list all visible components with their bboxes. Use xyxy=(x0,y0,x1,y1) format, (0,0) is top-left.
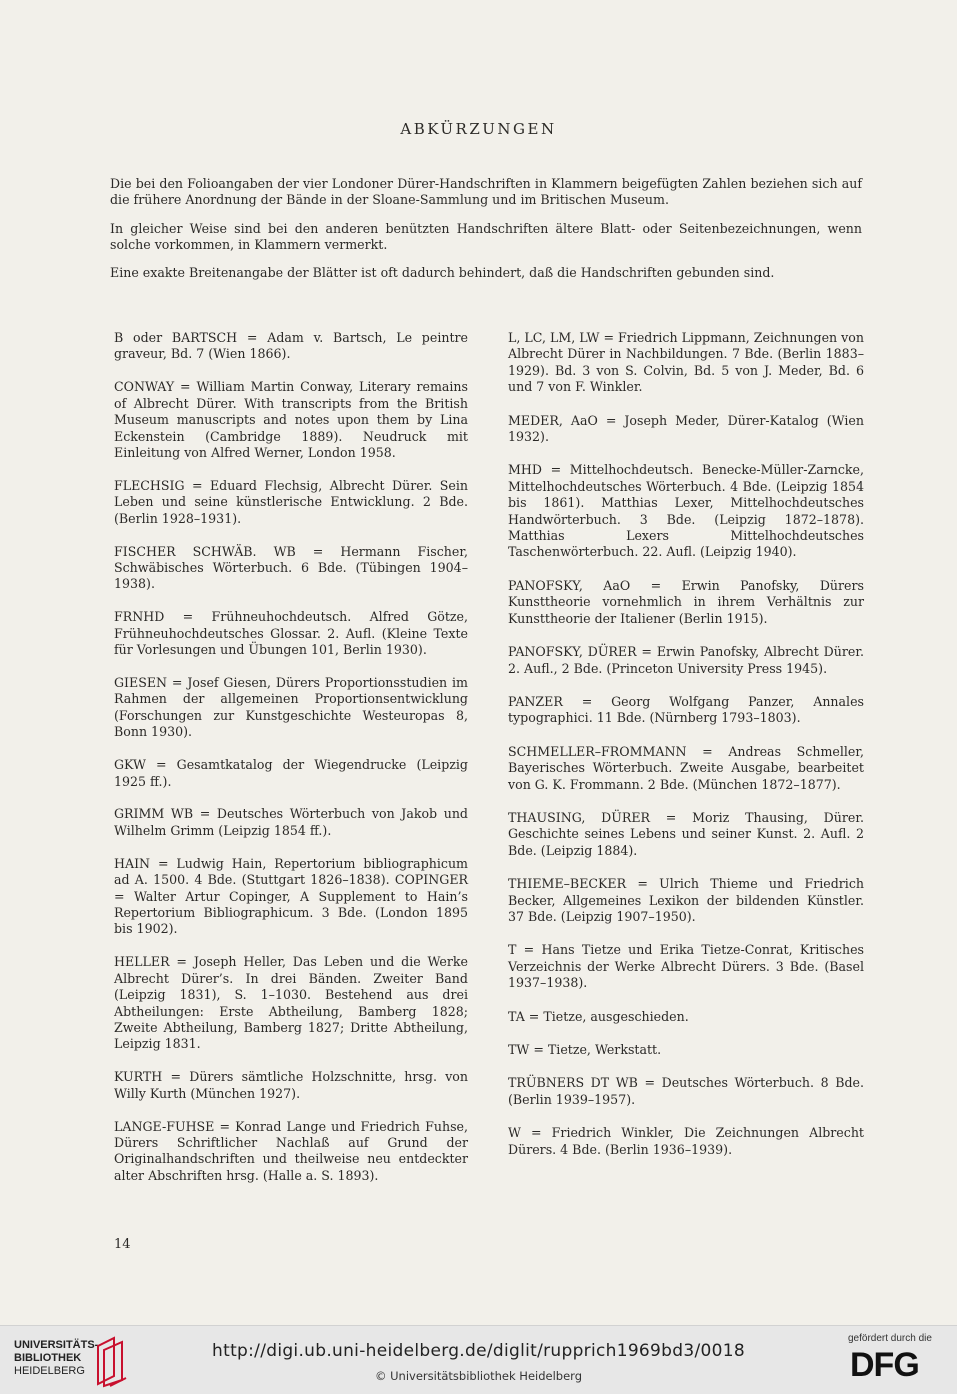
abbreviation-entry: PANOFSKY, DÜRER = Erwin Panofsky, Albrecht Dürer. 2. Aufl., 2 Bde. (Princeton University Press 1945). xyxy=(508,644,864,676)
library-name-line: UNIVERSITÄTS- xyxy=(14,1339,99,1351)
funding-label: gefördert durch die xyxy=(848,1333,932,1344)
abbreviation-entry: THAUSING, DÜRER = Moriz Thausing, Dürer. Geschichte seines Lebens und seiner Kunst. 2. Aufl. 2 Bde. (Leipzig 1884). xyxy=(508,809,864,858)
abbreviation-entry: TRÜBNERS DT WB = Deutsches Wörterbuch. 8 Bde. (Berlin 1939–1957). xyxy=(508,1075,864,1107)
abbreviation-entry: TA = Tietze, ausgeschieden. xyxy=(508,1008,689,1024)
intro-paragraph: In gleicher Weise sind bei den anderen benützten Handschriften ältere Blatt- oder Seitenbezeichnungen, wenn solche vorkommen, in Klammern vermerkt. xyxy=(110,221,862,252)
abbreviation-entry: W = Friedrich Winkler, Die Zeichnungen Albrecht Dürers. 4 Bde. (Berlin 1936–1939). xyxy=(508,1125,864,1157)
abbreviation-entry: LANGE-FUHSE = Konrad Lange und Friedrich Fuhse, Dürers Schriftlicher Nachlaß auf Grund der Originalhandschriften und theilweise neu entdeckter alter Abschriften hrsg. (Halle a. S. 1893). xyxy=(114,1118,468,1183)
abbreviation-entry: FISCHER SCHWÄB. WB = Hermann Fischer, Schwäbisches Wörterbuch. 6 Bde. (Tübingen 1904–1938). xyxy=(114,543,468,592)
abbreviation-entry: PANZER = Georg Wolfgang Panzer, Annales typographici. 11 Bde. (Nürnberg 1793–1803). xyxy=(508,693,864,726)
abbreviation-entry: L, LC, LM, LW = Friedrich Lippmann, Zeichnungen von Albrecht Dürer in Nachbildungen. 7 Bde. (Berlin 1883–1929). Bd. 3 von S. Colvin, Bd. 5 von J. Meder, Bd. 6 und 7 von F. Winkler. xyxy=(508,330,864,395)
abbreviation-entry: GIESEN = Josef Giesen, Dürers Proportionsstudien im Rahmen der allgemeinen Proportionsentwicklung (Forschungen zur Kunstgeschichte Westeuropas 8, Bonn 1930). xyxy=(114,675,468,740)
abbreviation-entry: SCHMELLER–FROMMANN = Andreas Schmeller, Bayerisches Wörterbuch. Zweite Ausgabe, bearbeitet von G. K. Frommann. 2 Bde. (München 1872–1877). xyxy=(508,743,864,792)
abbreviation-entry: FLECHSIG = Eduard Flechsig, Albrecht Dürer. Sein Leben und seine künstlerische Entwicklung. 2 Bde. (Berlin 1928–1931). xyxy=(114,477,468,526)
abbreviation-entry: T = Hans Tietze und Erika Tietze-Conrat, Kritisches Verzeichnis der Werke Albrecht Dürers. 3 Bde. (Basel 1937–1938). xyxy=(508,942,864,991)
abbreviation-entry: MHD = Mittelhochdeutsch. Benecke-Müller-Zarncke, Mittelhochdeutsches Wörterbuch. 4 Bde. (Leipzig 1854 bis 1861). Matthias Lexer, Mittelhochdeutsches Handwörterbuch. 3 Bde. (Leipzig 1872–1878). Matthias Lexers Mittelhochdeutsches Taschenwörterbuch. 22. Aufl. (Leipzig 1940). xyxy=(508,462,864,560)
abbreviations-right-column xyxy=(508,330,864,1175)
abbreviation-entry: TW = Tietze, Werkstatt. xyxy=(508,1042,662,1057)
abbreviation-entry: THIEME–BECKER = Ulrich Thieme und Friedrich Becker, Allgemeines Lexikon der bildenden Künstler. 37 Bde. (Leipzig 1907–1950). xyxy=(508,876,864,924)
abbreviation-entry: HELLER = Joseph Heller, Das Leben und die Werke Albrecht Dürer’s. In drei Bänden. Zweiter Band (Leipzig 1831), S. 1–1030. Bestehend aus drei Abtheilungen: Erste Abtheilung, Bamberg 1828; Zweite Abtheilung, Bamberg 1827; Dritte Abtheilung, Leipzig 1831. xyxy=(114,954,468,1052)
abbreviation-entry: GRIMM WB = Deutsches Wörterbuch von Jakob und Wilhelm Grimm (Leipzig 1854 ff.). xyxy=(114,806,468,838)
abbreviation-entry: HAIN = Ludwig Hain, Repertorium bibliographicum ad A. 1500. 4 Bde. (Stuttgart 1826–1838). COPINGER = Walter Artur Copinger, A Supplement to Hain’s Repertorium Bibliographicum. 3 Bde. (London 1895 bis 1902). xyxy=(114,855,468,937)
page-number: 14 xyxy=(114,1237,131,1252)
library-name-line: BIBLIOTHEK xyxy=(14,1352,82,1364)
abbreviation-entry: GKW = Gesamtkatalog der Wiegendrucke (Leipzig 1925 ff.). xyxy=(114,757,468,789)
copyright-notice: © Universitätsbibliothek Heidelberg xyxy=(374,1369,582,1383)
page-title: ABKÜRZUNGEN xyxy=(400,120,557,138)
abbreviation-entry: CONWAY = William Martin Conway, Literary remains of Albrecht Dürer. With transcripts from the British Museum manuscripts and notes upon them by Lina Eckenstein (Cambridge 1889). Neudruck mit Einleitung von Alfred Werner, London 1958. xyxy=(114,379,468,460)
abbreviation-entry: KURTH = Dürers sämtliche Holzschnitte, hrsg. von Willy Kurth (München 1927). xyxy=(114,1069,468,1101)
intro-paragraph: Eine exakte Breitenangabe der Blätter ist oft dadurch behindert, daß die Handschriften gebunden sind. xyxy=(110,265,775,280)
dfg-logo[interactable]: DFG xyxy=(850,1346,919,1384)
abbreviation-entry: MEDER, AaO = Joseph Meder, Dürer-Katalog (Wien 1932). xyxy=(508,412,864,445)
abbreviation-entry: FRNHD = Frühneuhochdeutsch. Alfred Götze, Frühneuhochdeutsches Glossar. 2. Aufl. (Kleine Texte für Vorlesungen und Übungen 101, Berlin 1930). xyxy=(114,609,468,658)
library-name-line: HEIDELBERG xyxy=(14,1365,85,1377)
permalink-url[interactable]: http://digi.ub.uni-heidelberg.de/diglit/rupprich1969bd3/0018 xyxy=(212,1341,745,1361)
intro-paragraph: Die bei den Folioangaben der vier Londoner Dürer-Handschriften in Klammern beigefügten Zahlen beziehen sich auf die frühere Anordnung der Bände in der Sloane-Sammlung und im Britischen Museum. xyxy=(110,176,862,207)
abbreviations-left-column xyxy=(114,330,468,1201)
viewer-footer xyxy=(0,1325,957,1394)
abbreviation-entry: PANOFSKY, AaO = Erwin Panofsky, Dürers Kunsttheorie vornehmlich in ihrem Verhältnis zur Kunsttheorie der Italiener (Berlin 1915). xyxy=(508,577,864,626)
abbreviation-entry: B oder BARTSCH = Adam v. Bartsch, Le peintre graveur, Bd. 7 (Wien 1866). xyxy=(114,330,468,362)
